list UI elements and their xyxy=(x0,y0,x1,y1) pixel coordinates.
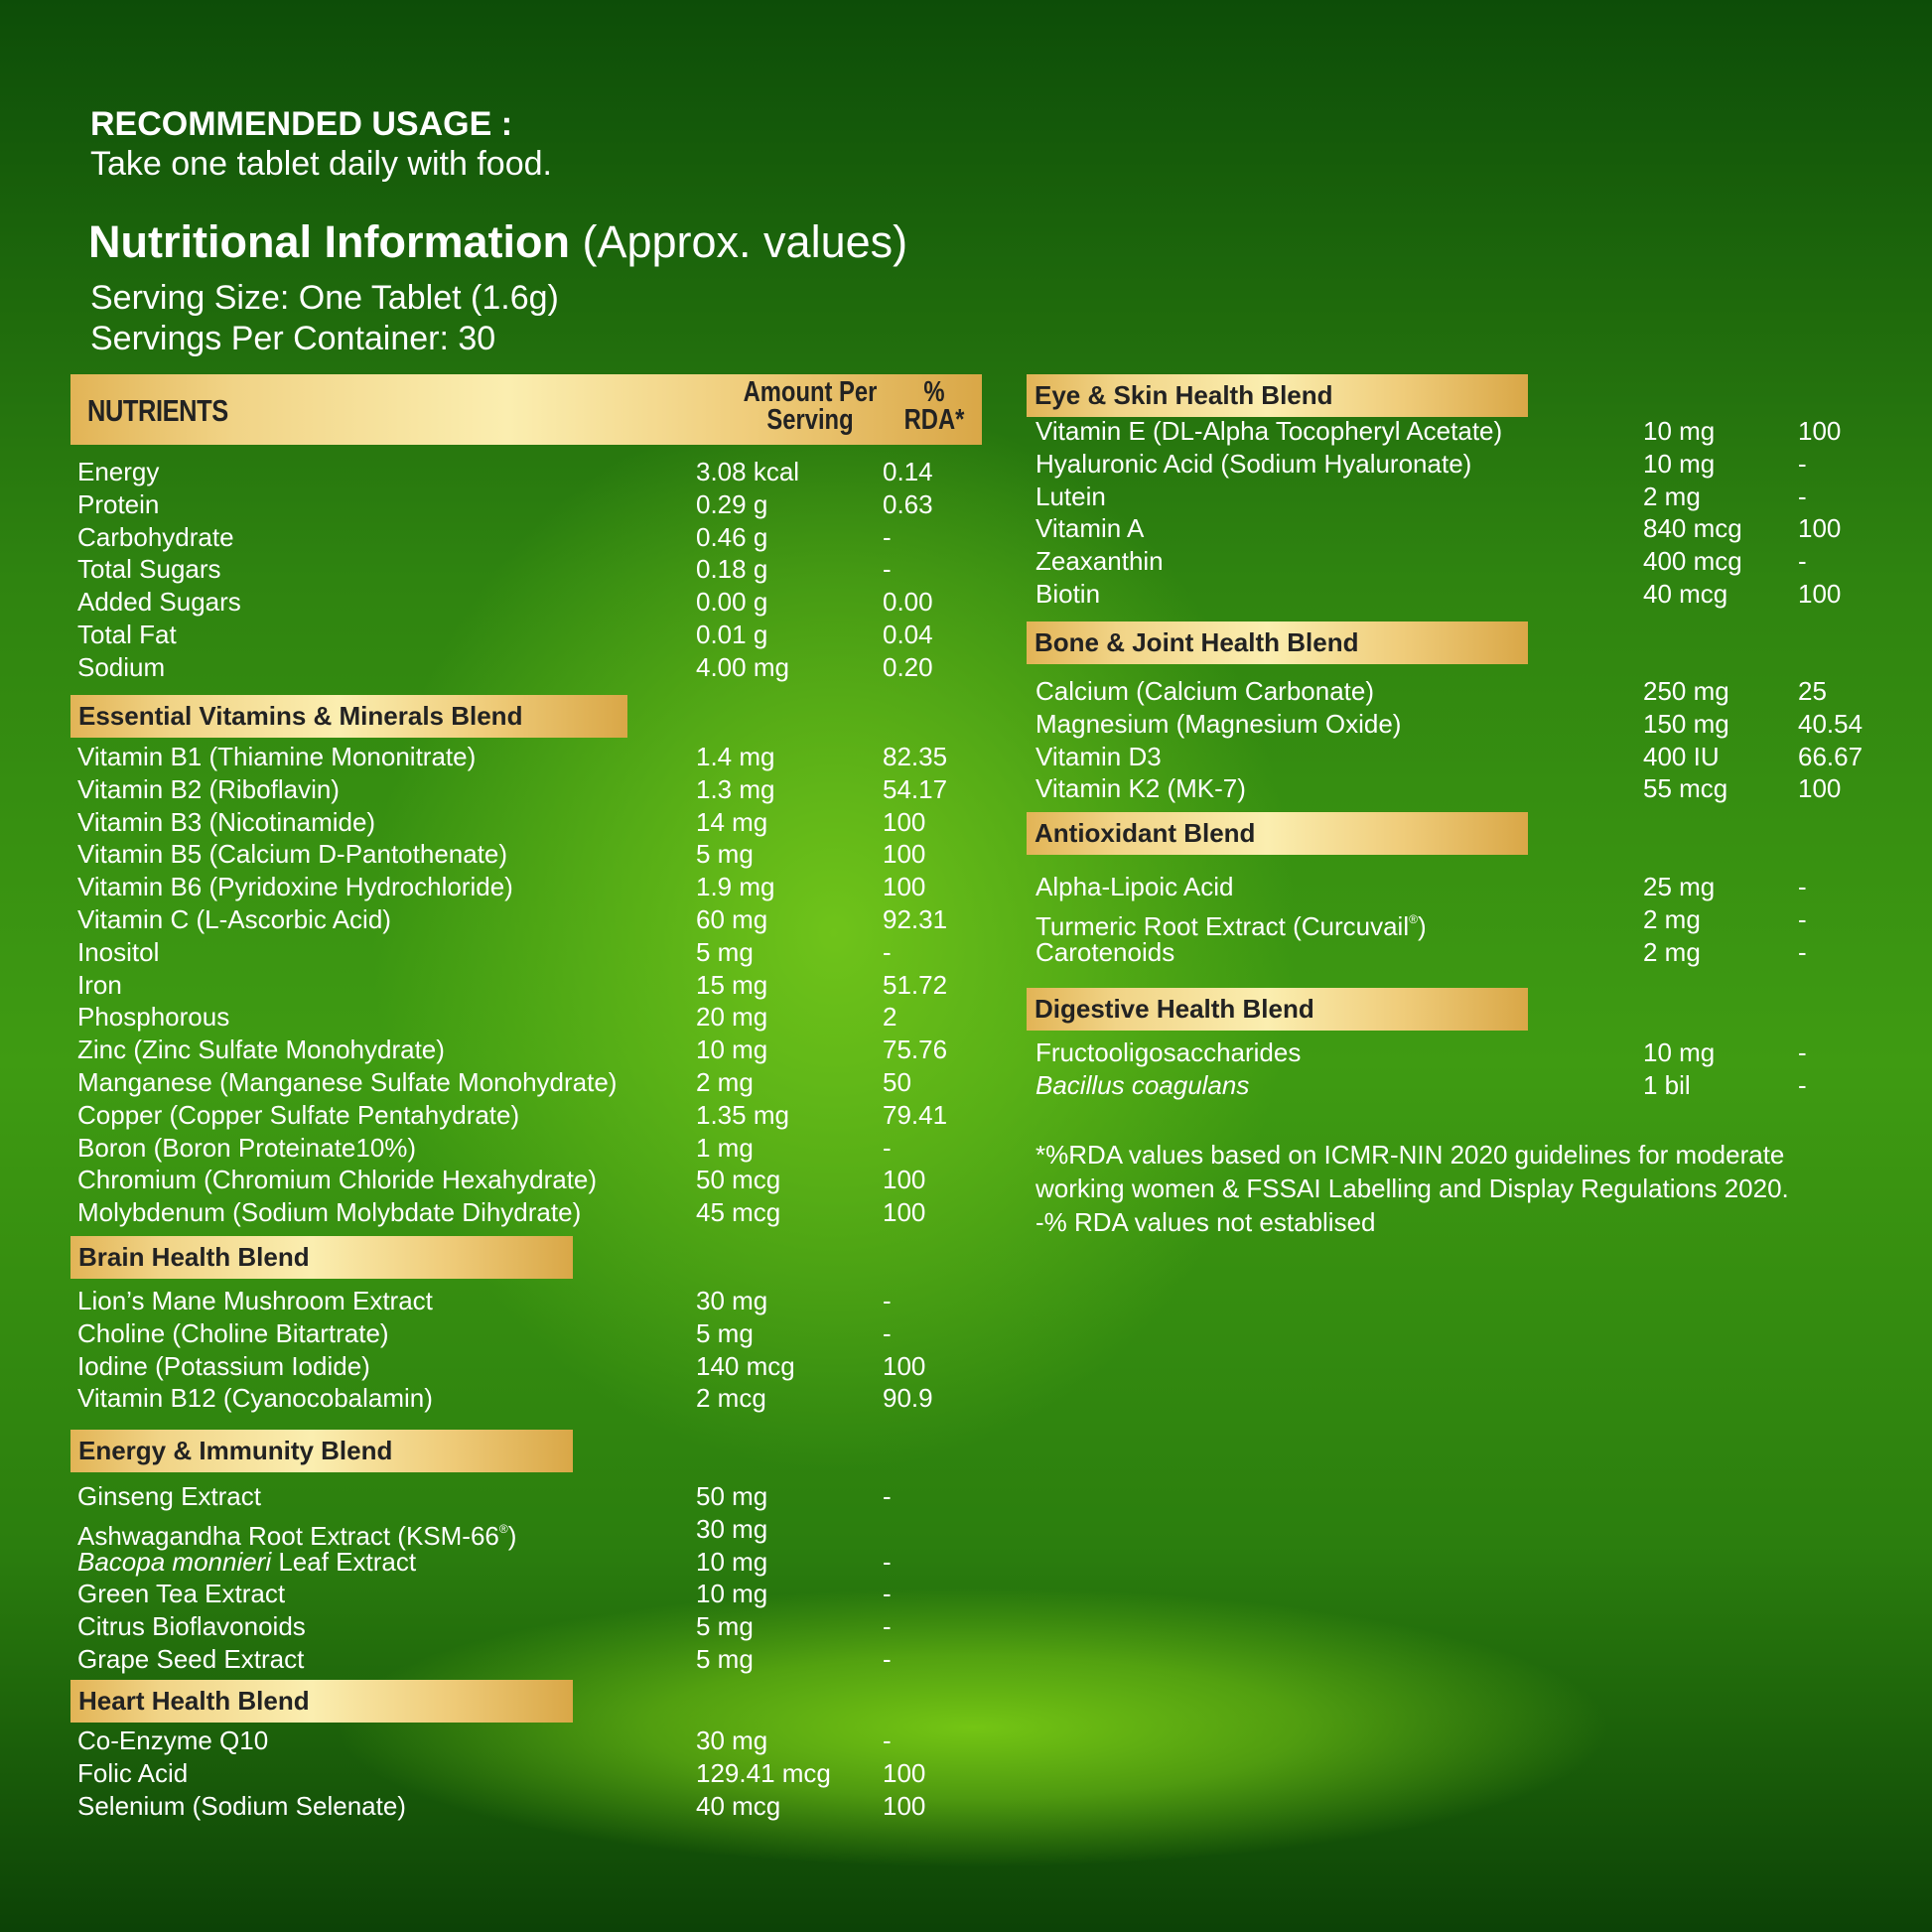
nutrient-name xyxy=(1035,871,1233,903)
nutrient-amount: 5 mg xyxy=(696,1317,754,1348)
nutrient-amount: 30 mg xyxy=(696,1513,768,1544)
nutrient-name-text: Zinc (Zinc Sulfate Monohydrate) xyxy=(77,1035,445,1065)
nutrient-name xyxy=(77,1757,188,1790)
nutrient-amount: 2 mg xyxy=(1643,936,1701,967)
nutrient-amount: 150 mg xyxy=(1643,708,1729,739)
nutrient-rda: 100 xyxy=(883,1350,926,1381)
nutrient-amount: 0.29 g xyxy=(696,488,768,519)
nutrient-amount: 15 mg xyxy=(696,969,768,1000)
nutrient-amount: 1 bil xyxy=(1643,1069,1691,1100)
nutrient-name-text: Carotenoids xyxy=(1035,936,1175,967)
nutrient-rda: 82.35 xyxy=(883,742,948,771)
nutrient-amount: 0.46 g xyxy=(696,521,768,552)
nutrient-name xyxy=(77,1066,617,1099)
nutrient-name-text: Lion’s Mane Mushroom Extract xyxy=(77,1286,433,1315)
nutrient-name xyxy=(77,1610,306,1643)
nutrient-rda: 100 xyxy=(883,1197,926,1228)
antioxidant-blend-title: Antioxidant Blend xyxy=(1027,812,1528,855)
nutrient-name xyxy=(1035,1036,1301,1069)
nutrient-name-text: Iron xyxy=(77,969,122,1000)
nutrient-name xyxy=(77,456,159,488)
registered-mark: ® xyxy=(498,1521,508,1536)
nutrient-name xyxy=(77,521,234,554)
serving-info xyxy=(90,278,559,359)
nutrient-amount: 400 mcg xyxy=(1643,546,1742,577)
nutrient-amount: 129.41 mcg xyxy=(696,1757,831,1788)
nutrient-amount: 1 mg xyxy=(696,1132,754,1163)
nutrient-name xyxy=(77,806,375,839)
nutrient-amount: 10 mg xyxy=(696,1035,768,1065)
nutrient-name-text: Vitamin A xyxy=(1035,513,1145,544)
nutrient-name xyxy=(77,1382,433,1415)
nutrient-rda: 100 xyxy=(883,1757,926,1788)
nutrient-rda: - xyxy=(1798,481,1807,511)
nutrient-amount: 60 mg xyxy=(696,903,768,934)
nutrient-name-text: Vitamin B5 (Calcium D-Pantothenate) xyxy=(77,839,508,870)
serving-size: Serving Size: One Tablet (1.6g) xyxy=(90,279,559,317)
nutrient-name xyxy=(77,1164,597,1196)
nutrient-name-text: Boron (Boron Proteinate10%) xyxy=(77,1132,417,1163)
header-amount-line2: Serving xyxy=(766,404,854,436)
nutrient-name-text: Citrus Bioflavonoids xyxy=(77,1611,306,1642)
nutrient-rda: 66.67 xyxy=(1798,741,1863,771)
nutrient-rda: - xyxy=(1798,872,1807,901)
nutrient-name-text: Grape Seed Extract xyxy=(77,1643,305,1674)
nutrient-name-text: Protein xyxy=(77,488,160,519)
nutrient-amount: 0.01 g xyxy=(696,619,768,649)
nutrient-name-text: Vitamin B3 (Nicotinamide) xyxy=(77,806,376,837)
nutrient-name-text: Phosphorous xyxy=(77,1002,230,1033)
nutrient-name xyxy=(77,773,340,806)
nutrient-name-text: Manganese (Manganese Sulfate Monohydrate) xyxy=(77,1066,618,1097)
nutrient-amount: 10 mg xyxy=(696,1546,768,1577)
nutrient-rda: - xyxy=(1798,1037,1807,1067)
nutrient-name xyxy=(77,838,507,871)
nutrient-name xyxy=(1035,545,1164,578)
essential-blend-title: Essential Vitamins & Minerals Blend xyxy=(70,695,627,738)
nutrient-rda: 100 xyxy=(883,872,926,902)
nutrient-rda: - xyxy=(883,1643,892,1674)
nutrient-name-text: Molybdenum (Sodium Molybdate Dihydrate) xyxy=(77,1197,582,1228)
nutrient-name-text: Iodine (Potassium Iodide) xyxy=(77,1350,370,1381)
footnote-line2: working women & FSSAI Labelling and Display Regulations 2020. xyxy=(1035,1173,1789,1203)
nutrient-name xyxy=(77,936,159,969)
nutrient-amount: 5 mg xyxy=(696,1611,754,1642)
nutrient-name xyxy=(77,586,241,619)
nutrient-amount: 40 mcg xyxy=(696,1790,781,1821)
nutrient-rda: 79.41 xyxy=(883,1099,948,1130)
header-rda-line1: % xyxy=(923,376,945,408)
nutrient-name xyxy=(1035,578,1100,611)
nutrient-rda: - xyxy=(883,1317,892,1348)
nutrient-name-text: Vitamin B6 (Pyridoxine Hydrochloride) xyxy=(77,872,513,902)
nutrient-name xyxy=(77,1480,261,1513)
nutrient-name-text: Energy xyxy=(77,457,160,486)
nutrient-name-text: Ginseng Extract xyxy=(77,1481,261,1511)
nutrient-name xyxy=(1035,741,1162,773)
nutrient-name-text: Choline (Choline Bitartrate) xyxy=(77,1317,389,1348)
nutrient-amount: 140 mcg xyxy=(696,1350,795,1381)
nutrient-rda: - xyxy=(1798,1069,1807,1100)
nutrient-amount: 1.9 mg xyxy=(696,872,775,902)
nutrient-rda: 50 xyxy=(883,1066,911,1097)
footnote-line3: -% RDA values not establised xyxy=(1035,1207,1376,1237)
nutrition-title-note: (Approx. values) xyxy=(582,216,908,267)
nutrient-name xyxy=(77,741,476,773)
nutrient-name xyxy=(1035,772,1246,805)
nutrient-name-text: Folic Acid xyxy=(77,1757,189,1788)
nutrient-rda: 100 xyxy=(883,806,926,837)
nutrient-name-text: Carbohydrate xyxy=(77,521,234,552)
nutrient-rda: - xyxy=(883,1546,892,1577)
nutrient-name xyxy=(77,1578,285,1610)
nutrient-amount: 840 mcg xyxy=(1643,513,1742,544)
nutrient-rda: - xyxy=(883,1286,892,1315)
nutrient-name-text: Green Tea Extract xyxy=(77,1579,286,1609)
nutrient-rda: 100 xyxy=(1798,773,1842,804)
nutrient-amount: 5 mg xyxy=(696,936,754,967)
nutrient-name xyxy=(77,1725,268,1757)
nutrient-name-text: Selenium (Sodium Selenate) xyxy=(77,1790,406,1821)
nutrient-amount: 1.3 mg xyxy=(696,773,775,804)
nutrient-name xyxy=(1035,675,1374,708)
nutrient-name-text: Calcium (Calcium Carbonate) xyxy=(1035,676,1374,706)
bone-blend-title: Bone & Joint Health Blend xyxy=(1027,621,1528,664)
nutrient-name-text: Alpha-Lipoic Acid xyxy=(1035,872,1234,901)
nutrient-amount: 25 mg xyxy=(1643,872,1716,901)
footnote xyxy=(1035,1138,1789,1239)
nutrient-amount: 4.00 mg xyxy=(696,651,789,682)
nutrient-name-text: Turmeric Root Extract (Curcuvail xyxy=(1035,910,1410,941)
header-amount-line1: Amount Per xyxy=(743,376,878,408)
nutrient-name-italic: Bacopa monnieri xyxy=(77,1546,272,1577)
nutrient-rda: 90.9 xyxy=(883,1383,933,1414)
nutrient-name-text: Chromium (Chromium Chloride Hexahydrate) xyxy=(77,1165,598,1195)
nutrient-name-text: Hyaluronic Acid (Sodium Hyaluronate) xyxy=(1035,448,1472,479)
nutrient-amount: 30 mg xyxy=(696,1286,768,1315)
nutrient-name xyxy=(1035,415,1502,448)
nutrient-name-text: Lutein xyxy=(1035,481,1106,511)
nutrient-rda: 100 xyxy=(1798,416,1842,446)
nutrient-name-text: Biotin xyxy=(1035,578,1101,609)
nutrient-name xyxy=(1035,481,1106,513)
nutrient-name xyxy=(77,1285,433,1317)
nutrient-rda: 25 xyxy=(1798,676,1827,706)
nutrient-rda: 54.17 xyxy=(883,773,948,804)
nutrient-amount: 10 mg xyxy=(1643,1037,1716,1067)
nutrient-name xyxy=(77,488,159,521)
header-nutrients: NUTRIENTS xyxy=(87,393,228,428)
nutrient-rda: - xyxy=(1798,903,1807,934)
nutrient-rda: - xyxy=(883,554,892,585)
nutrient-amount: 3.08 kcal xyxy=(696,457,800,486)
nutrient-amount: 10 mg xyxy=(696,1579,768,1609)
nutrient-name-text: Fructooligosaccharides xyxy=(1035,1037,1302,1067)
nutrient-rda: 0.04 xyxy=(883,619,933,649)
nutrient-name-text: Magnesium (Magnesium Oxide) xyxy=(1035,708,1402,739)
nutrition-title-bold: Nutritional Information xyxy=(88,216,570,267)
nutrient-amount: 1.4 mg xyxy=(696,742,775,771)
nutrient-amount: 2 mcg xyxy=(696,1383,766,1414)
nutrient-amount: 0.00 g xyxy=(696,587,768,618)
nutrient-rda: 40.54 xyxy=(1798,708,1863,739)
nutrient-name-text: Vitamin B2 (Riboflavin) xyxy=(77,773,340,804)
nutrient-rda: 100 xyxy=(883,839,926,870)
energy-blend-title: Energy & Immunity Blend xyxy=(70,1430,573,1472)
nutrient-name xyxy=(77,1790,406,1823)
nutrition-title xyxy=(88,216,907,268)
nutrient-amount: 5 mg xyxy=(696,839,754,870)
nutrient-name xyxy=(77,1317,389,1350)
usage-text: Take one tablet daily with food. xyxy=(90,145,552,183)
nutrient-name xyxy=(77,1643,304,1676)
nutrient-name-text: Zeaxanthin xyxy=(1035,546,1164,577)
nutrient-rda: 92.31 xyxy=(883,903,948,934)
nutrient-amount: 50 mg xyxy=(696,1481,768,1511)
nutrient-name xyxy=(1035,708,1401,741)
nutrient-rda: - xyxy=(883,1725,892,1755)
nutrient-name xyxy=(1035,936,1174,969)
nutrient-amount: 55 mcg xyxy=(1643,773,1728,804)
nutrient-name-text: Inositol xyxy=(77,936,160,967)
nutrient-name xyxy=(1035,1069,1249,1102)
brain-blend-title: Brain Health Blend xyxy=(70,1236,573,1279)
heart-blend-title: Heart Health Blend xyxy=(70,1680,573,1723)
header-rda xyxy=(897,378,971,434)
nutrient-name-end: ) xyxy=(1417,910,1427,941)
nutrient-name-text: Vitamin B1 (Thiamine Mononitrate) xyxy=(77,742,477,771)
nutrient-name xyxy=(77,1196,581,1229)
nutrient-name-italic: Bacillus coagulans xyxy=(1035,1069,1250,1100)
nutrient-rda: - xyxy=(883,1579,892,1609)
nutrient-amount: 2 mg xyxy=(696,1066,754,1097)
table-header xyxy=(70,374,982,445)
nutrient-name xyxy=(77,1546,416,1579)
nutrient-rda: - xyxy=(883,1611,892,1642)
nutrient-name-text: Copper (Copper Sulfate Pentahydrate) xyxy=(77,1099,520,1130)
nutrient-name xyxy=(77,1034,445,1066)
nutrient-rda: 75.76 xyxy=(883,1035,948,1065)
nutrient-rda: 100 xyxy=(883,1165,926,1195)
nutrient-rda: 0.00 xyxy=(883,587,933,618)
nutrient-rda: - xyxy=(883,1481,892,1511)
footnote-line1: *%RDA values based on ICMR-NIN 2020 guidelines for moderate xyxy=(1035,1140,1785,1170)
nutrient-name xyxy=(77,1001,229,1034)
nutrient-rda: 100 xyxy=(883,1790,926,1821)
nutrient-name-text: Total Sugars xyxy=(77,554,221,585)
nutrient-name xyxy=(77,969,122,1002)
nutrient-amount: 1.35 mg xyxy=(696,1099,789,1130)
usage-title: RECOMMENDED USAGE : xyxy=(90,105,513,143)
nutrient-name xyxy=(77,619,177,651)
nutrient-rda: 100 xyxy=(1798,578,1842,609)
nutrient-name-text: Vitamin C (L-Ascorbic Acid) xyxy=(77,903,391,934)
eye-blend-title: Eye & Skin Health Blend xyxy=(1027,374,1528,417)
digestive-blend-title: Digestive Health Blend xyxy=(1027,988,1528,1031)
nutrient-rda: 0.14 xyxy=(883,457,933,486)
nutrient-amount: 5 mg xyxy=(696,1643,754,1674)
nutrient-name-end: ) xyxy=(507,1520,517,1551)
nutrient-name xyxy=(77,1132,416,1165)
nutrient-name xyxy=(1035,512,1144,545)
nutrient-amount: 400 IU xyxy=(1643,741,1720,771)
nutrient-amount: 10 mg xyxy=(1643,416,1716,446)
header-rda-line2: RDA* xyxy=(903,404,965,436)
nutrient-amount: 0.18 g xyxy=(696,554,768,585)
registered-mark: ® xyxy=(1409,911,1418,926)
nutrient-amount: 30 mg xyxy=(696,1725,768,1755)
header-amount xyxy=(692,378,928,434)
nutrient-name-text: Ashwagandha Root Extract (KSM-66 xyxy=(77,1520,499,1551)
nutrient-rda: - xyxy=(883,521,892,552)
nutrient-name-text: Sodium xyxy=(77,651,166,682)
nutrient-amount: 2 mg xyxy=(1643,903,1701,934)
nutrient-rda: 2 xyxy=(883,1002,897,1033)
nutrient-rda: 0.63 xyxy=(883,488,933,519)
nutrient-name xyxy=(77,903,391,936)
nutrient-rda: 51.72 xyxy=(883,969,948,1000)
nutrient-rda: - xyxy=(1798,936,1807,967)
nutrient-name xyxy=(77,553,221,586)
nutrient-name-text: Leaf Extract xyxy=(271,1546,417,1577)
nutrient-amount: 14 mg xyxy=(696,806,768,837)
nutrient-name-text: Added Sugars xyxy=(77,587,241,618)
nutrient-amount: 250 mg xyxy=(1643,676,1729,706)
nutrient-rda: 0.20 xyxy=(883,651,933,682)
nutrient-name-text: Vitamin K2 (MK-7) xyxy=(1035,773,1246,804)
nutrient-amount: 40 mcg xyxy=(1643,578,1728,609)
nutrient-name xyxy=(77,1350,370,1383)
nutrient-rda: - xyxy=(883,1132,892,1163)
nutrient-amount: 50 mcg xyxy=(696,1165,781,1195)
nutrient-name-text: Vitamin B12 (Cyanocobalamin) xyxy=(77,1383,433,1414)
servings-per-container: Servings Per Container: 30 xyxy=(90,320,496,357)
nutrient-name xyxy=(77,651,165,684)
nutrient-rda: - xyxy=(1798,546,1807,577)
nutrient-name-text: Co-Enzyme Q10 xyxy=(77,1725,269,1755)
nutrient-name-text: Vitamin D3 xyxy=(1035,741,1162,771)
nutrient-amount: 20 mg xyxy=(696,1002,768,1033)
nutrient-amount: 45 mcg xyxy=(696,1197,781,1228)
nutrient-name-text: Vitamin E (DL-Alpha Tocopheryl Acetate) xyxy=(1035,416,1503,446)
nutrient-rda: - xyxy=(1798,448,1807,479)
nutrient-rda: - xyxy=(883,936,892,967)
nutrient-amount: 10 mg xyxy=(1643,448,1716,479)
nutrient-name xyxy=(77,1099,519,1132)
nutrient-rda: 100 xyxy=(1798,513,1842,544)
nutrient-name xyxy=(1035,448,1471,481)
nutrient-amount: 2 mg xyxy=(1643,481,1701,511)
nutrient-name-text: Total Fat xyxy=(77,619,177,649)
nutrient-name xyxy=(77,871,513,903)
